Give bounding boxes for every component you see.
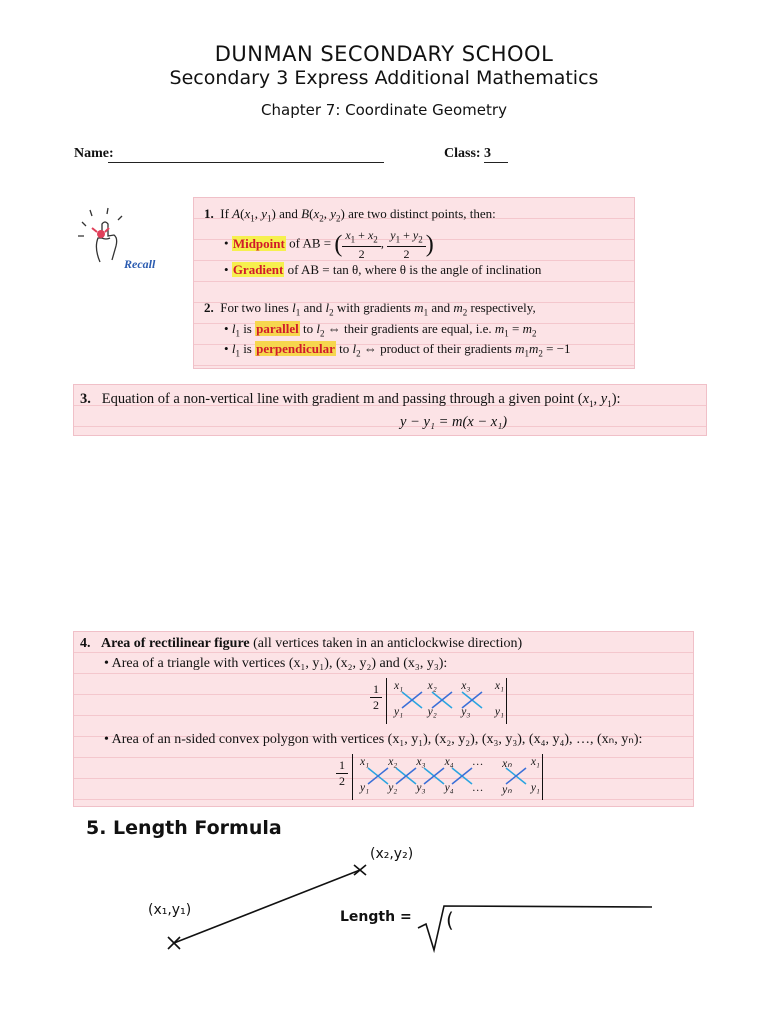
item-1-number: 1. [204, 206, 214, 221]
item-4-number: 4. [80, 636, 91, 651]
point-2-label: (x₂,y₂) [370, 846, 414, 862]
school-title: DUNMAN SECONDARY SCHOOL [214, 42, 554, 66]
midpoint-rest: of AB = [289, 235, 332, 251]
perpendicular-rest: product of their gradients [380, 341, 512, 356]
length-label: Length = [340, 909, 412, 925]
name-label: Name: [74, 146, 114, 161]
recall-hand-icon [72, 202, 172, 274]
recall-text: Recall [124, 257, 156, 271]
polygon-determinant [336, 754, 546, 802]
polygon-bottom-row: y₁ y₂ y₃ y₄ … yₙ y₁ [360, 782, 540, 796]
item-3: 3. Equation of a non-vertical line with gradient m and passing through a given point ($x_1$, $y_1$): [80, 391, 621, 409]
point-1-label: (x₁,y₁) [148, 902, 192, 918]
triangle-bullet: • Area of a triangle with vertices (x₁, y₁), (x₂, y₂) and (x₃, y₃): [104, 656, 448, 671]
polygon-bullet: • Area of an n-sided convex polygon with vertices (x₁, y₁), (x₂, y₂), (x₃, y₃), (x₄, y₄), …, (xₙ, yₙ): [104, 732, 643, 747]
triangle-bottom-row: y₁ y₂ y₃ y₁ [394, 706, 504, 718]
midpoint-highlight: Midpoint [232, 235, 285, 251]
parallel-highlight: parallel [256, 321, 299, 336]
recall-box [193, 197, 635, 369]
name-field[interactable] [108, 162, 384, 163]
gradient-line: • Gradient of AB = tan θ, where θ is the angle of inclination [224, 262, 542, 277]
course-title: Secondary 3 Express Additional Mathematics [169, 67, 599, 89]
item-4 [80, 635, 522, 653]
triangle-top-row: x₁ x₂ x₃ x₁ [394, 680, 504, 692]
item-1-intro: are two distinct points, then: [348, 206, 496, 221]
gradient-rest: of AB = tan θ, where θ is the angle of inclination [287, 262, 542, 277]
item-3-number: 3. [80, 391, 91, 407]
gradient-highlight: Gradient [232, 262, 284, 277]
poly-half-denominator: 2 [339, 774, 345, 788]
chapter-title: Chapter 7: Coordinate Geometry [261, 101, 507, 119]
class-label: Class: 3 [444, 146, 492, 161]
item-1: 1. If $A(x_1$, $y_1$) and $B(x_2$, $y_2$) are two distinct points, then: [204, 206, 496, 224]
item-4-title: Area of rectilinear figure [101, 636, 250, 651]
half-denominator: 2 [373, 698, 379, 712]
triangle-determinant [370, 678, 510, 726]
midpoint-line: • Midpoint of AB = ( $\frac{x_1 + x_2}{2}$ , $\frac{y_1 + y_2}{2}$ ) [224, 228, 434, 262]
area-box [73, 631, 694, 807]
equation-box [73, 384, 707, 436]
item-2: 2. For two lines $l_1$ and $l_2$ with gradients $m_1$ and $m_2$ respectively, [204, 300, 536, 318]
polygon-top-row: x₁ x₂ x₃ x₄ … xₙ x₁ [360, 756, 540, 770]
point-slope-equation: y − y₁ = m(x − x₁) [400, 414, 508, 430]
class-field[interactable] [484, 162, 508, 163]
perpendicular-highlight: perpendicular [256, 341, 335, 356]
poly-half-numerator: 1 [336, 758, 348, 774]
perpendicular-line: • $l_1$ is perpendicular to $l_2$ ⇔ product of their gradients $m_1m_2 = -1$ [224, 341, 571, 359]
root-open-paren: ( [446, 908, 454, 932]
parallel-rest: their gradients are equal, i.e. [343, 321, 492, 336]
length-diagram [150, 850, 670, 960]
item-4-title-rest: (all vertices taken in an anticlockwise direction) [253, 636, 523, 651]
parallel-line: • $l_1$ is parallel to $l_2$ ⇔ their gradients are equal, i.e. $m_1 = m_2$ [224, 321, 537, 339]
item-3-text: Equation of a non-vertical line with gradient m and passing through a given point [101, 391, 575, 407]
length-formula-heading: 5. Length Formula [86, 817, 282, 839]
item-2-number: 2. [204, 300, 214, 315]
half-numerator: 1 [370, 682, 382, 698]
